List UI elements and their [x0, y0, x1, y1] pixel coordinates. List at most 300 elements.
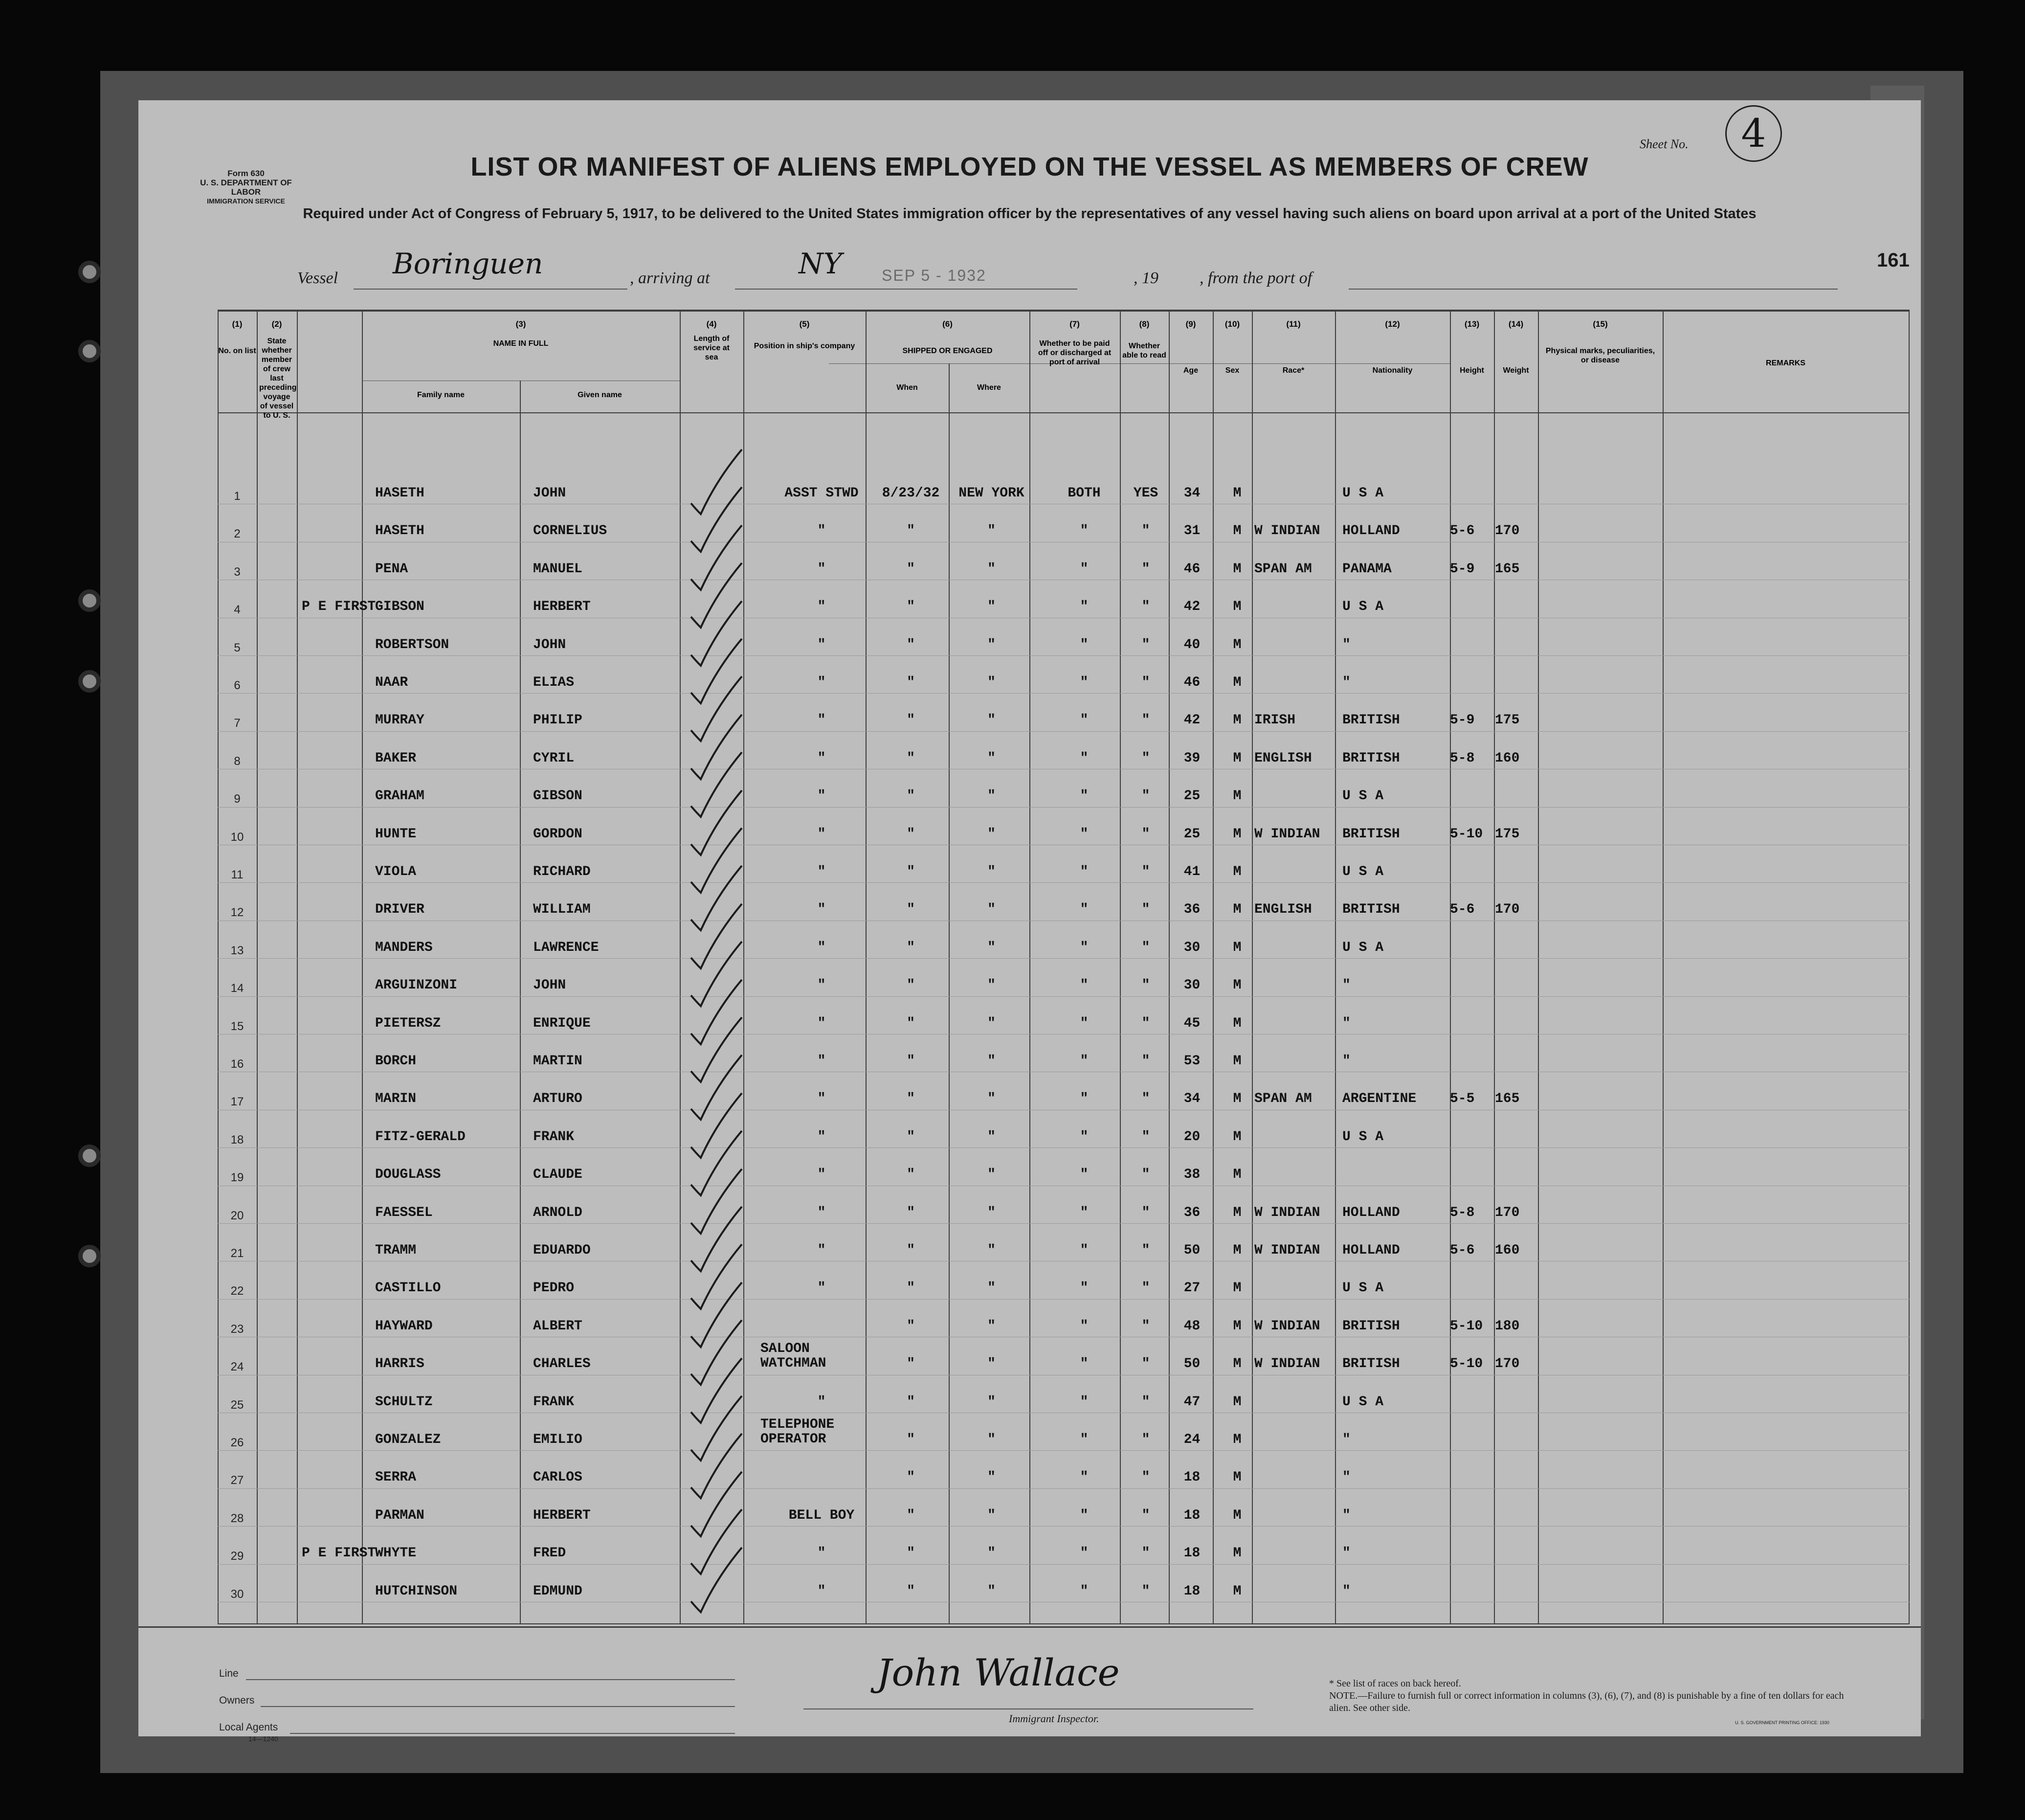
row-number: 14 — [230, 982, 244, 995]
when-cell: " — [907, 713, 915, 728]
when-cell: " — [907, 1243, 915, 1258]
table-row — [218, 1194, 1910, 1232]
family-name-cell: NAAR — [375, 675, 408, 690]
position-cell: " — [817, 675, 826, 690]
row-number: 3 — [234, 565, 241, 579]
colnum: (2) — [271, 319, 282, 329]
nationality-cell: U S A — [1342, 788, 1384, 804]
where-cell: " — [987, 940, 996, 955]
from-port-label: , from the port of — [1200, 269, 1313, 287]
where-cell: " — [987, 1583, 996, 1599]
nationality-cell: " — [1342, 978, 1351, 993]
row-number: 19 — [230, 1171, 244, 1185]
footer-owners-label: Owners — [219, 1695, 255, 1706]
table-row — [218, 778, 1910, 815]
read-cell: " — [1141, 940, 1150, 955]
height-cell: 5-6 — [1450, 902, 1475, 918]
when-cell: " — [907, 1507, 915, 1523]
read-cell: " — [1141, 523, 1150, 539]
paid-off-cell: " — [1080, 561, 1089, 577]
paid-off-cell: " — [1080, 1243, 1089, 1258]
paid-off-cell: " — [1080, 1281, 1089, 1296]
colnum: (10) — [1224, 319, 1240, 329]
nationality-cell: HOLLAND — [1342, 523, 1400, 539]
read-cell: " — [1141, 561, 1150, 577]
when-cell: " — [907, 1583, 915, 1599]
table-row — [218, 740, 1910, 778]
given-name-cell: CLAUDE — [533, 1167, 582, 1183]
table-row — [218, 1308, 1910, 1346]
row-number: 30 — [230, 1587, 244, 1601]
given-name-cell: ELIAS — [533, 675, 575, 690]
crew-table — [218, 310, 1910, 1624]
row-rule — [218, 807, 1910, 808]
binder-hole — [78, 670, 101, 693]
nationality-cell: U S A — [1342, 486, 1384, 501]
binder-hole — [78, 1245, 101, 1267]
position-cell: " — [817, 978, 826, 993]
age-cell: 48 — [1183, 1318, 1201, 1334]
height-cell: 5-9 — [1450, 561, 1475, 577]
row-number: 12 — [230, 906, 244, 920]
weight-cell: 160 — [1495, 750, 1520, 766]
nationality-cell: " — [1342, 637, 1351, 652]
height-cell: 5-8 — [1450, 1205, 1475, 1220]
position-cell: " — [817, 637, 826, 652]
given-name-cell: WILLIAM — [533, 902, 591, 918]
header-nationality: Nationality — [1372, 366, 1413, 375]
position-cell: " — [817, 1281, 826, 1296]
table-row — [218, 702, 1910, 740]
row-number: 20 — [230, 1209, 244, 1222]
sex-cell: M — [1233, 1394, 1242, 1410]
nationality-cell: U S A — [1342, 599, 1384, 615]
service-name: IMMIGRATION SERVICE — [207, 197, 285, 205]
table-row — [218, 513, 1910, 550]
given-name-cell: ARTURO — [533, 1091, 582, 1107]
nationality-cell: " — [1342, 1583, 1351, 1599]
position-cell: " — [817, 1546, 826, 1561]
row-rule — [218, 996, 1910, 997]
age-cell: 18 — [1183, 1507, 1201, 1523]
read-cell: " — [1141, 826, 1150, 842]
given-name-cell: CYRIL — [533, 750, 575, 766]
colnum: (4) — [706, 319, 717, 329]
where-cell: " — [987, 1091, 996, 1107]
table-row — [218, 1270, 1910, 1307]
paid-off-cell: " — [1080, 1546, 1089, 1561]
table-row — [218, 1005, 1910, 1043]
nationality-cell: BRITISH — [1342, 1318, 1400, 1334]
age-cell: 34 — [1183, 486, 1201, 501]
position-cell: BELL BOY — [788, 1507, 855, 1523]
check-mark-icon — [687, 1544, 746, 1617]
state-cell: P E FIRST — [302, 1546, 376, 1561]
race-note: * See list of races on back hereof. — [1329, 1678, 1461, 1689]
colnum: (6) — [942, 319, 953, 329]
sex-cell: M — [1233, 675, 1242, 690]
where-cell: " — [987, 1205, 996, 1220]
race-cell: W INDIAN — [1254, 523, 1320, 539]
header-when: When — [896, 383, 918, 392]
weight-cell: 170 — [1495, 523, 1520, 539]
sheet-number-label: Sheet No. — [1640, 137, 1689, 151]
family-name-cell: PARMAN — [375, 1507, 424, 1523]
table-row — [218, 551, 1910, 588]
family-name-cell: HUTCHINSON — [375, 1583, 458, 1599]
given-name-cell: FRED — [533, 1546, 566, 1561]
paid-off-cell: " — [1080, 1054, 1089, 1069]
table-row — [218, 1497, 1910, 1535]
position-cell: " — [817, 1015, 826, 1031]
read-cell: " — [1141, 1205, 1150, 1220]
paid-off-cell: " — [1080, 1091, 1089, 1107]
race-cell: W INDIAN — [1254, 1243, 1320, 1258]
given-name-cell: FRANK — [533, 1394, 575, 1410]
family-name-cell: MURRAY — [375, 713, 424, 728]
age-cell: 30 — [1183, 940, 1201, 955]
where-cell: " — [987, 902, 996, 918]
when-cell: " — [907, 599, 915, 615]
paid-off-cell: " — [1080, 599, 1089, 615]
table-row — [218, 664, 1910, 702]
age-cell: 45 — [1183, 1015, 1201, 1031]
family-name-cell: HUNTE — [375, 826, 417, 842]
read-cell: " — [1141, 1091, 1150, 1107]
family-name-cell: HAYWARD — [375, 1318, 433, 1334]
position-cell: " — [817, 864, 826, 879]
row-number: 8 — [234, 754, 241, 768]
where-cell: " — [987, 599, 996, 615]
inspector-label: Immigrant Inspector. — [1009, 1712, 1099, 1725]
sex-cell: M — [1233, 1318, 1242, 1334]
sex-cell: M — [1233, 1583, 1242, 1599]
where-cell: " — [987, 978, 996, 993]
vessel-label: Vessel — [297, 269, 338, 287]
footer-agents-underline — [290, 1733, 735, 1734]
nationality-cell: ARGENTINE — [1342, 1091, 1417, 1107]
nationality-cell: " — [1342, 1432, 1351, 1447]
row-number: 15 — [230, 1019, 244, 1033]
row-number: 18 — [230, 1133, 244, 1146]
colnum: (5) — [799, 319, 810, 329]
header-sex: Sex — [1225, 366, 1240, 375]
given-name-cell: ARNOLD — [533, 1205, 582, 1220]
given-name-cell: EMILIO — [533, 1432, 582, 1447]
date-stamp: SEP 5 - 1932 — [882, 267, 986, 284]
height-cell: 5-5 — [1450, 1091, 1475, 1107]
vessel-underline — [354, 289, 627, 290]
given-name-cell: RICHARD — [533, 864, 591, 879]
paid-off-cell: " — [1080, 940, 1089, 955]
colnum: (12) — [1385, 319, 1400, 329]
paid-off-cell: " — [1080, 1432, 1089, 1447]
shipped-sub-rule — [829, 363, 1450, 364]
when-cell: " — [907, 637, 915, 652]
given-name-cell: CORNELIUS — [533, 523, 607, 539]
when-cell: " — [907, 1281, 915, 1296]
state-cell: P E FIRST — [302, 599, 376, 615]
where-cell: " — [987, 788, 996, 804]
nationality-cell: PANAMA — [1342, 561, 1392, 577]
sex-cell: M — [1233, 1356, 1242, 1372]
age-cell: 31 — [1183, 523, 1201, 539]
table-top-rule — [218, 310, 1910, 312]
header-where: Where — [977, 383, 1001, 392]
position-cell: " — [817, 1167, 826, 1183]
year-label: , 19 — [1134, 269, 1158, 287]
given-name-cell: ALBERT — [533, 1318, 582, 1334]
nationality-cell: U S A — [1342, 864, 1384, 879]
paid-off-cell: " — [1080, 1583, 1089, 1599]
paid-off-cell: " — [1080, 1507, 1089, 1523]
weight-cell: 170 — [1495, 902, 1520, 918]
where-cell: " — [987, 1015, 996, 1031]
row-number: 29 — [230, 1550, 244, 1563]
read-cell: " — [1141, 750, 1150, 766]
age-cell: 30 — [1183, 978, 1201, 993]
table-row — [218, 627, 1910, 664]
row-number: 23 — [230, 1322, 244, 1336]
table-row — [218, 1384, 1910, 1421]
age-cell: 47 — [1183, 1394, 1201, 1410]
read-cell: " — [1141, 1015, 1150, 1031]
family-name-cell: ARGUINZONI — [375, 978, 458, 993]
where-cell: " — [987, 826, 996, 842]
binder-hole — [78, 1145, 101, 1167]
age-cell: 42 — [1183, 599, 1201, 615]
arriving-label: , arriving at — [630, 269, 710, 287]
table-row — [218, 588, 1910, 626]
given-name-cell: EDMUND — [533, 1583, 582, 1599]
table-row — [218, 967, 1910, 1005]
read-cell: " — [1141, 637, 1150, 652]
when-cell: " — [907, 675, 915, 690]
where-cell: " — [987, 1129, 996, 1145]
department-name: U. S. DEPARTMENT OF LABOR — [200, 178, 292, 197]
given-name-cell: HERBERT — [533, 1507, 591, 1523]
when-cell: " — [907, 1356, 915, 1372]
nationality-cell: BRITISH — [1342, 826, 1400, 842]
family-name-cell: GONZALEZ — [375, 1432, 441, 1447]
family-name-cell: ROBERTSON — [375, 637, 449, 652]
when-cell: " — [907, 750, 915, 766]
row-number: 25 — [230, 1398, 244, 1412]
given-name-cell: MANUEL — [533, 561, 582, 577]
signature-underline — [803, 1708, 1253, 1709]
height-cell: 5-6 — [1450, 1243, 1475, 1258]
row-rule — [218, 1564, 1910, 1565]
row-rule — [218, 655, 1910, 656]
arriving-port: NY — [799, 247, 843, 280]
position-cell: " — [817, 1394, 826, 1410]
given-name-cell: ENRIQUE — [533, 1015, 591, 1031]
given-name-cell: HERBERT — [533, 599, 591, 615]
position-cell: " — [817, 1129, 826, 1145]
paid-off-cell: " — [1080, 826, 1089, 842]
height-cell: 5-6 — [1450, 523, 1475, 539]
sex-cell: M — [1233, 788, 1242, 804]
table-row — [218, 475, 1910, 513]
where-cell: " — [987, 1318, 996, 1334]
when-cell: " — [907, 1470, 915, 1485]
age-cell: 42 — [1183, 713, 1201, 728]
sex-cell: M — [1233, 486, 1242, 501]
row-rule — [218, 1147, 1910, 1148]
where-cell: " — [987, 1054, 996, 1069]
family-name-cell: FAESSEL — [375, 1205, 433, 1220]
sex-cell: M — [1233, 1205, 1242, 1220]
family-name-cell: CASTILLO — [375, 1281, 441, 1296]
row-rule — [218, 1223, 1910, 1224]
sex-cell: M — [1233, 826, 1242, 842]
family-name-cell: DRIVER — [375, 902, 424, 918]
sex-cell: M — [1233, 1015, 1242, 1031]
race-cell: SPAN AM — [1254, 1091, 1312, 1107]
race-cell: W INDIAN — [1254, 826, 1320, 842]
colnum: (3) — [515, 319, 526, 329]
sex-cell: M — [1233, 1167, 1242, 1183]
family-name-cell: GIBSON — [375, 599, 424, 615]
sex-cell: M — [1233, 1054, 1242, 1069]
row-number: 28 — [230, 1511, 244, 1525]
row-rule — [218, 693, 1910, 694]
row-number: 6 — [234, 679, 241, 692]
age-cell: 36 — [1183, 1205, 1201, 1220]
nationality-cell: U S A — [1342, 1394, 1384, 1410]
position-cell: SALOON WATCHMAN — [760, 1341, 826, 1371]
age-cell: 34 — [1183, 1091, 1201, 1107]
read-cell: " — [1141, 1507, 1150, 1523]
table-row — [218, 816, 1910, 854]
when-cell: " — [907, 1546, 915, 1561]
header-weight: Weight — [1503, 366, 1529, 375]
row-number: 22 — [230, 1284, 244, 1298]
age-cell: 46 — [1183, 675, 1201, 690]
sex-cell: M — [1233, 599, 1242, 615]
paid-off-cell: " — [1080, 864, 1089, 879]
height-cell: 5-10 — [1450, 1356, 1483, 1372]
paid-off-cell: " — [1080, 1394, 1089, 1410]
when-cell: " — [907, 1205, 915, 1220]
family-name-cell: MARIN — [375, 1091, 417, 1107]
nationality-cell: HOLLAND — [1342, 1205, 1400, 1220]
weight-cell: 165 — [1495, 561, 1520, 577]
position-cell: " — [817, 902, 826, 918]
vessel-name: Boringuen — [393, 247, 543, 280]
where-cell: " — [987, 675, 996, 690]
position-cell: " — [817, 826, 826, 842]
race-cell: W INDIAN — [1254, 1356, 1320, 1372]
page-title: LIST OR MANIFEST OF ALIENS EMPLOYED ON THE VESSEL AS MEMBERS OF CREW — [470, 152, 1589, 181]
nationality-cell: " — [1342, 1470, 1351, 1485]
table-row — [218, 1459, 1910, 1497]
read-cell: " — [1141, 978, 1150, 993]
header-paid-off: Whether to be paid off or discharged at port of arrival — [1038, 339, 1112, 366]
nationality-cell: BRITISH — [1342, 750, 1400, 766]
manifest-sheet — [138, 100, 1921, 1743]
printer-mark: U. S. GOVERNMENT PRINTING OFFICE: 1930 — [1735, 1720, 1829, 1725]
row-number: 21 — [230, 1247, 244, 1260]
sex-cell: M — [1233, 978, 1242, 993]
table-row — [218, 1417, 1910, 1459]
sex-cell: M — [1233, 902, 1242, 918]
when-cell: " — [907, 864, 915, 879]
when-cell: " — [907, 1015, 915, 1031]
table-row — [218, 891, 1910, 929]
given-name-cell: GIBSON — [533, 788, 582, 804]
given-name-cell: EDUARDO — [533, 1243, 591, 1258]
where-cell: " — [987, 713, 996, 728]
row-rule — [218, 1526, 1910, 1527]
binder-hole — [78, 589, 101, 612]
nationality-cell: " — [1342, 1054, 1351, 1069]
when-cell: " — [907, 788, 915, 804]
row-rule — [218, 731, 1910, 732]
given-name-cell: FRANK — [533, 1129, 575, 1145]
row-number: 26 — [230, 1436, 244, 1449]
family-name-cell: MANDERS — [375, 940, 433, 955]
position-cell: " — [817, 1583, 826, 1599]
sex-cell: M — [1233, 1507, 1242, 1523]
sex-cell: M — [1233, 750, 1242, 766]
table-row — [218, 1119, 1910, 1156]
table-row — [218, 1232, 1910, 1270]
header-length-service: Length of service at sea — [693, 335, 730, 361]
sex-cell: M — [1233, 1243, 1242, 1258]
header-height: Height — [1460, 366, 1484, 375]
where-cell: " — [987, 637, 996, 652]
read-cell: " — [1141, 902, 1150, 918]
footer-agents-label: Local Agents — [219, 1722, 278, 1733]
stamp-number: 161 — [1877, 249, 1910, 271]
where-cell: " — [987, 523, 996, 539]
sex-cell: M — [1233, 1432, 1242, 1447]
table-header-rule — [218, 412, 1910, 413]
race-cell: W INDIAN — [1254, 1318, 1320, 1334]
sex-cell: M — [1233, 561, 1242, 577]
family-name-cell: WHYTE — [375, 1546, 417, 1561]
sex-cell: M — [1233, 1091, 1242, 1107]
age-cell: 41 — [1183, 864, 1201, 879]
weight-cell: 160 — [1495, 1243, 1520, 1258]
read-cell: " — [1141, 599, 1150, 615]
header-name-in-full: NAME IN FULL — [493, 339, 549, 348]
height-cell: 5-9 — [1450, 713, 1475, 728]
age-cell: 27 — [1183, 1281, 1201, 1296]
inspector-signature: John Wallace — [877, 1651, 1120, 1694]
read-cell: " — [1141, 1394, 1150, 1410]
read-cell: " — [1141, 1054, 1150, 1069]
table-row — [218, 1535, 1910, 1573]
age-cell: 46 — [1183, 561, 1201, 577]
family-name-cell: HASETH — [375, 486, 424, 501]
when-cell: " — [907, 523, 915, 539]
age-cell: 39 — [1183, 750, 1201, 766]
when-cell: " — [907, 1129, 915, 1145]
given-name-cell: JOHN — [533, 637, 566, 652]
height-cell: 5-10 — [1450, 826, 1483, 842]
paid-off-cell: " — [1080, 978, 1089, 993]
family-name-cell: SCHULTZ — [375, 1394, 433, 1410]
age-cell: 25 — [1183, 788, 1201, 804]
colnum: (1) — [232, 319, 243, 329]
given-name-cell: GORDON — [533, 826, 582, 842]
position-cell: " — [817, 940, 826, 955]
paid-off-cell: " — [1080, 1167, 1089, 1183]
position-cell: " — [817, 788, 826, 804]
read-cell: " — [1141, 1546, 1150, 1561]
